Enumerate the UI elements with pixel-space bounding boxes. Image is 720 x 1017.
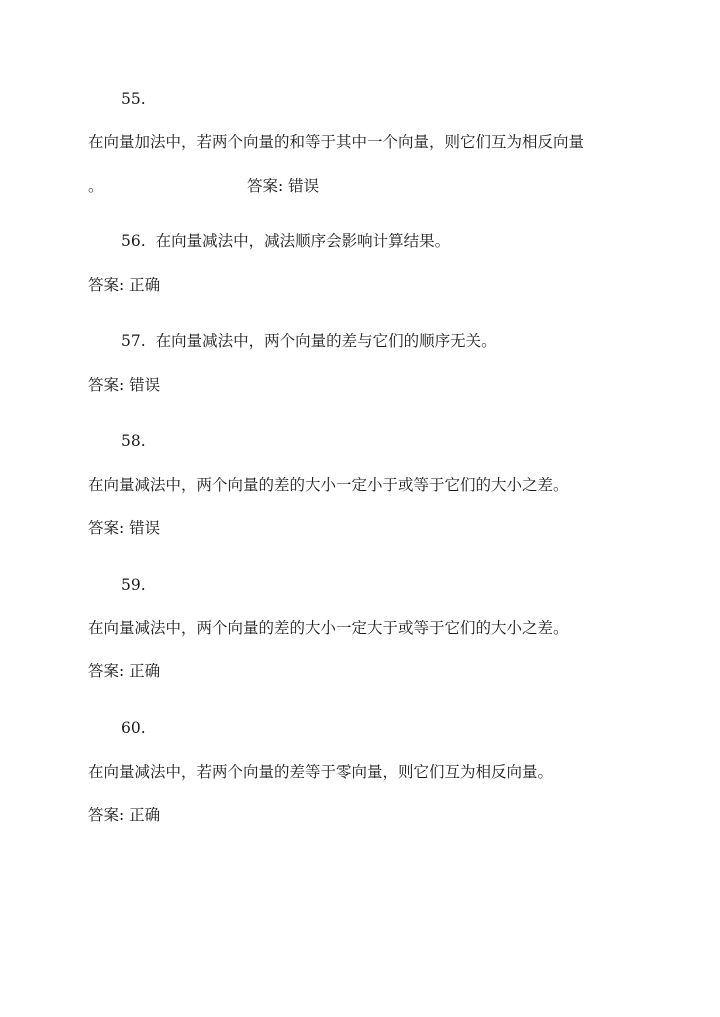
answer-text: 答案: 正确 [88, 662, 161, 680]
question-text: 在向量减法中，两个向量的差的大小一定大于或等于它们的大小之差。 [88, 619, 569, 637]
question-line [121, 330, 497, 352]
question-number: 57. [121, 332, 146, 350]
question-number: 60. [121, 719, 146, 737]
answer-text: 答案: 正确 [88, 276, 161, 294]
question-number: 56. [121, 232, 146, 250]
question-number: 55. [121, 90, 146, 108]
question-text: 在向量减法中，两个向量的差的大小一定小于或等于它们的大小之差。 [88, 476, 569, 494]
answer-text: 答案: 错误 [88, 376, 161, 394]
answer-text: 答案: 错误 [88, 519, 161, 537]
question-text: 在向量减法中，若两个向量的差等于零向量，则它们互为相反向量。 [88, 763, 554, 781]
question-text: 在向量减法中，减法顺序会影响计算结果。 [155, 232, 451, 250]
question-text: 在向量加法中，若两个向量的和等于其中一个向量，则它们互为相反向量 [88, 133, 585, 151]
question-text-tail: 。 [88, 177, 104, 195]
question-text: 在向量减法中，两个向量的差与它们的顺序无关。 [155, 332, 497, 350]
answer-text: 答案: 错误 [247, 177, 320, 195]
question-number: 59. [121, 576, 146, 594]
answer-text: 答案: 正确 [88, 806, 161, 824]
question-line [121, 230, 450, 252]
question-number: 58. [121, 432, 146, 450]
